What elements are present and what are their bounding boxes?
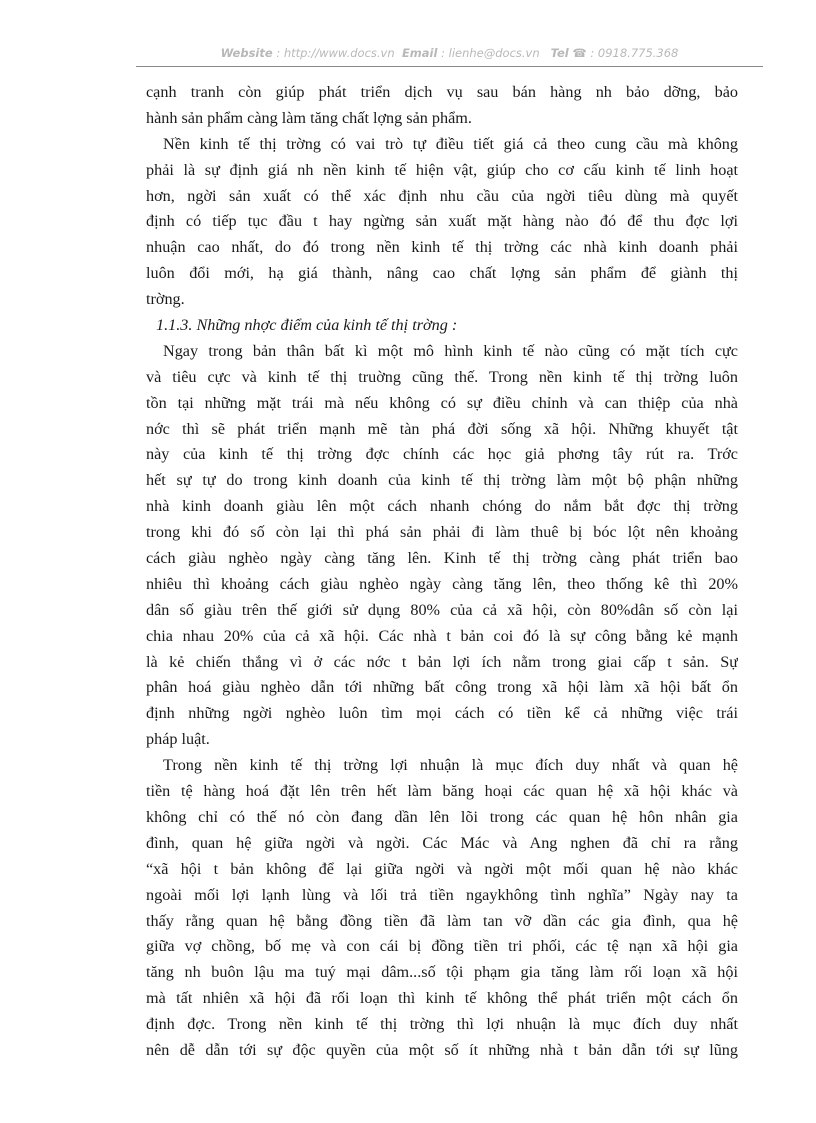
text-line: nên dễ dẫn tới sự độc quyền của một số ít những nhà t bản dẫn tới sự lũng xyxy=(146,1040,738,1059)
text-line: Trong nền kinh tế thị trờng lợi nhuận là mục đích duy nhất và quan hệ xyxy=(163,756,738,775)
section-heading: 1.1.3. Những nhợc điểm của kinh tế thị trờng : xyxy=(156,316,458,335)
text-line: dân số giàu trên thế giới sử dụng 80% của cả xã hội, còn 80%dân số còn lại xyxy=(146,600,738,619)
text-line: thấy rằng quan hệ bằng đồng tiền đã làm tan vỡ dần các gia đình, qua hệ xyxy=(146,911,738,930)
text-line: pháp luật. xyxy=(146,730,210,749)
tel-value: ☎ : 0918.775.368 xyxy=(572,46,679,60)
text-line: cách giàu nghèo ngày càng tăng lên. Kinh tế thị trờng càng phát triển bao xyxy=(146,549,738,568)
website-label: Website xyxy=(220,46,273,60)
text-line: hành sản phẩm càng làm tăng chất lợng sản phẩm. xyxy=(146,108,472,127)
email-value[interactable]: : lienhe@docs.vn xyxy=(441,46,540,60)
page-header xyxy=(136,46,763,60)
text-line: trờng. xyxy=(146,290,185,309)
text-line: nớc thì sẽ phát triển mạnh mẽ tàn phá đời sống xã hội. Những khuyết tật xyxy=(146,419,738,438)
text-line: Nền kinh tế thị trờng có vai trò tự điều tiết giá cả theo cung cầu mà không xyxy=(163,134,738,153)
text-line: trong khi đó số còn lại thì phá sản phải đi làm thuê bị bóc lột nên khoảng xyxy=(146,523,738,542)
email-label: Email xyxy=(401,46,438,60)
text-line: chia nhau 20% của cả xã hội. Các nhà t bản coi đó là sự công bằng kẻ mạnh xyxy=(146,626,738,645)
text-line: “xã hội t bản không để lại giữa ngời và ngời một mối quan hệ nào khác xyxy=(146,859,738,878)
text-line: là kẻ chiến thắng vì ở các nớc t bản lợi ích nằm trong giai cấp t sản. Sự xyxy=(146,652,738,671)
text-line: mà tất nhiên xã hội đã rối loạn thì kinh tế không thể phát triển một cách ổn xyxy=(146,989,738,1008)
text-line: định đợc. Trong nền kinh tế thị trờng thì lợi nhuận là mục đích duy nhất xyxy=(146,1015,738,1034)
text-line: Ngay trong bản thân bất kì một mô hình kinh tế nào cũng có mặt tích cực xyxy=(163,341,738,360)
text-line: tồn tại những mặt trái mà nếu không có sự điều chỉnh và can thiệp của nhà xyxy=(146,393,738,412)
text-line: phân hoá giàu nghèo dẫn tới những bất công trong xã hội làm xã hội bất ổn xyxy=(146,678,738,697)
text-line: luôn đổi mới, hạ giá thành, nâng cao chất lợng sản phẩm để giành thị xyxy=(146,264,738,283)
text-line: phải là sự định giá nh nền kinh tế hiện vật, giúp cho cơ cấu kinh tế linh hoạt xyxy=(146,160,738,179)
text-line: ngoài mối lợi lạnh lùng và lối trả tiền ngaykhông tình nghĩa” Ngày nay ta xyxy=(146,885,738,904)
text-line: này của kinh tế thị trờng đợc chính các học giả phơng tây rút ra. Trớc xyxy=(146,445,738,464)
text-line: và tiêu cực và kinh tế thị truờng cũng thế. Trong nền kinh tế thị trờng luôn xyxy=(146,367,738,386)
text-line: hơn, ngời sản xuất có thể xác định nhu cầu của ngời tiêu dùng mà quyết xyxy=(146,186,738,205)
text-line: định những ngời nghèo luôn tìm mọi cách có tiền kể cả những việc trái xyxy=(146,704,738,723)
text-line: nhà kinh doanh giàu lên một cách nhanh chóng do nắm bắt đợc thị trờng xyxy=(146,497,738,516)
text-line: hết sự tự do trong kinh doanh của kinh tế thị trờng làm một bộ phận những xyxy=(146,471,738,490)
website-value[interactable]: : http://www.docs.vn xyxy=(276,46,395,60)
text-line: định có tiếp tục đầu t hay ngừng sản xuất mặt hàng nào đó để thu đợc lợi xyxy=(146,212,738,231)
tel-label: Tel xyxy=(550,46,569,60)
document-body xyxy=(146,80,738,1064)
text-line: không chỉ có thế nó còn đang dần lên lõi trong các quan hệ hôn nhân gia xyxy=(146,807,738,826)
header-divider xyxy=(136,66,763,67)
text-line: tăng nh buôn lậu ma tuý mại dâm...số tội phạm gia tăng làm rối loạn xã hội xyxy=(146,963,738,982)
text-line: đình, quan hệ giữa ngời và ngời. Các Mác và Ang nghen đã chỉ ra rằng xyxy=(146,833,738,852)
text-line: tiền tệ hàng hoá đặt lên trên hết làm băng hoại các quan hệ xã hội khác và xyxy=(146,782,738,801)
text-line: nhiêu thì khoảng cách giàu nghèo ngày càng tăng lên, theo thống kê thì 20% xyxy=(146,574,738,593)
text-line: giữa vợ chồng, bố mẹ và con cái bị đồng tiền tri phối, các tệ nạn xã hội gia xyxy=(146,937,738,956)
text-line: nhuận cao nhất, do đó trong nền kinh tế thị trờng các nhà kinh doanh phải xyxy=(146,238,738,257)
text-line: cạnh tranh còn giúp phát triển dịch vụ sau bán hàng nh bảo dỡng, bảo xyxy=(146,83,738,101)
